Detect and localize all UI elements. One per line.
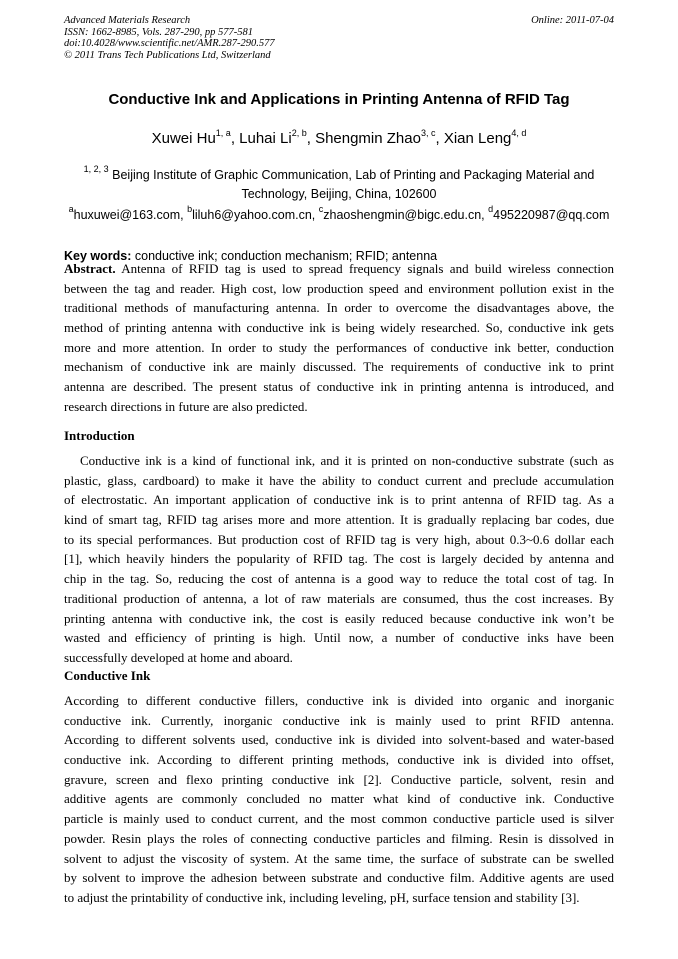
email-sup: b — [187, 204, 193, 214]
text-line: method of printing antenna with conductive ink is being widely researched. So, conductive ink gets — [64, 320, 614, 336]
author-sup: 1, a — [215, 128, 231, 138]
text-line: particle is mainly used to conduct current, and the most common conductive particle used is silver — [64, 811, 614, 827]
text-line: additive agents are commonly concluded no matter what kind of conductive ink. Conductive — [64, 791, 614, 807]
text-line: kind of smart tag, RFID tag arises more and more attention. It is gradually replacing bar codes, due — [64, 512, 614, 528]
text-line: more and more attention. In order to study the performances of conductive ink better, conduction — [64, 339, 614, 355]
authors: Xuwei Hu$^{1, a}$, Luhai Li$^{2, b}$, Shengmin Zhao$^{3, c}$, Xian Leng$^{4, d}$ — [151, 128, 527, 147]
author-name: Shengmin Zhao — [315, 130, 421, 147]
affiliation — [64, 166, 614, 204]
text-line: successfully developed at home and aboard. — [64, 649, 293, 665]
doi: doi:10.4028/www.scientific.net/AMR.287-290.577 — [64, 38, 275, 49]
affiliation-line: Beijing Institute of Graphic Communication, Lab of Printing and Packaging Material and — [108, 168, 595, 182]
keywords-text: conductive ink; conduction mechanism; RFID; antenna — [131, 249, 438, 263]
email-sup: a — [68, 204, 74, 214]
abstract — [64, 259, 614, 417]
text-line: According to different solvents used, conductive ink is divided into solvent-based and water-based — [64, 732, 614, 748]
text-line: Abstract. Antenna of RFID tag is used to spread frequency signals and build wireless connection — [64, 261, 614, 276]
email: 495220987@qq.com — [493, 208, 610, 222]
introduction-body — [64, 451, 614, 668]
author-name: Luhai Li — [239, 130, 292, 147]
text-line: by solvent to improve the adhesion between substrate and conductive film. Additive agents are used — [64, 870, 614, 886]
text-line: According to different conductive fillers, conductive ink is divided into organic and inorganic — [64, 693, 614, 708]
text-line: powder. Resin plays the roles of connecting conductive particles and filming. Resin is dissolved in — [64, 830, 614, 846]
text-line: conductive ink. Currently, inorganic conductive ink is mainly used to print RFID antenna. — [64, 712, 614, 728]
text-line: [1], which heavily hinders the popularity of RFID tag. The cost is largely decided by antenna and — [64, 551, 614, 567]
affiliation-line: Technology, Beijing, China, 102600 — [241, 187, 437, 201]
author-sup: 4, d — [511, 128, 527, 138]
email: liluh6@yahoo.com.cn, — [192, 208, 319, 222]
journal-name: Advanced Materials Research — [64, 15, 191, 26]
text-line: to adjust the printability of conductive ink, including leveling, pH, surface tension and stability [3]. — [64, 889, 580, 905]
online-date: Online: 2011-07-04 — [531, 15, 614, 26]
text-line: solvent to adjust the viscosity of system. At the same time, the surface of substrate can be swelled — [64, 850, 614, 866]
text-line: traditional production of antenna, a lot of raw materials are consumed, thus the cost increases. By — [64, 590, 614, 606]
email: zhaoshengmin@bigc.edu.cn, — [323, 208, 489, 222]
issn: ISSN: 1662-8985, Vols. 287-290, pp 577-581 — [64, 26, 253, 38]
author-sup: 2, b — [291, 128, 307, 138]
keywords-label: Key words: — [64, 249, 132, 263]
conductive-ink-body — [64, 691, 614, 908]
abstract-label: Abstract. — [64, 261, 116, 276]
text-line: conductive ink. According to different printing methods, conductive ink is divided into offset, — [64, 752, 614, 768]
section-heading: Conductive Ink — [64, 668, 151, 683]
section-heading: Introduction — [64, 428, 135, 443]
text-line: research directions in future are also predicted. — [64, 398, 308, 414]
text-line: wasted and efficiency of printing is high. Until now, a number of conductive inks have been — [64, 630, 614, 646]
text-line: of electrostatic. An important application of conductive ink is to print antenna of RFID tag. As a — [64, 492, 614, 508]
author-name: Xuwei Hu — [151, 130, 216, 147]
emails — [0, 204, 678, 222]
text-line: mechanism of conductive ink are mainly discussed. The requirements of conductive ink to print — [64, 359, 614, 375]
paper-title: Conductive Ink and Applications in Printing Antenna of RFID Tag — [108, 91, 570, 108]
email: huxuwei@163.com, — [73, 208, 188, 222]
affiliation-sup: 1, 2, 3 — [83, 164, 109, 174]
text-line: Conductive ink is a kind of functional ink, and it is printed on non-conductive substrate (such as — [80, 453, 614, 468]
copyright: © 2011 Trans Tech Publications Ltd, Switzerland — [64, 49, 271, 61]
text-line: printing antenna with conductive ink, the cost is easily reduced because conductive ink won’t be — [64, 610, 614, 626]
text-line: antenna are described. The present status of conductive ink in printing antenna is introduced, and — [64, 379, 614, 395]
text-line: gravure, screen and flexo printing conductive ink [2]. Conductive particle, solvent, resin and — [64, 771, 614, 787]
text-line: chip in the tag. So, reducing the cost of antenna is a good way to reduce the total cost of tag. In — [64, 571, 614, 587]
text-line: between the tag and reader. High cost, low production speed and environment pollution exist in the — [64, 280, 614, 296]
text-line: plastic, glass, cardboard) to make it have the ability to conduct current and preclude accumulation — [64, 472, 614, 488]
author-name: Xian Leng — [443, 130, 512, 147]
text-line: to its special performances. But production cost of RFID tag is very high, about 0.3~0.6 dollar each — [64, 531, 614, 547]
email-sup: d — [488, 204, 494, 214]
text-line: traditional methods of manufacturing antenna. In order to overcome the disadvantages above, the — [64, 300, 614, 316]
author-sup: 3, c — [420, 128, 436, 138]
journal-header — [64, 15, 275, 61]
email-sup: c — [318, 204, 324, 214]
